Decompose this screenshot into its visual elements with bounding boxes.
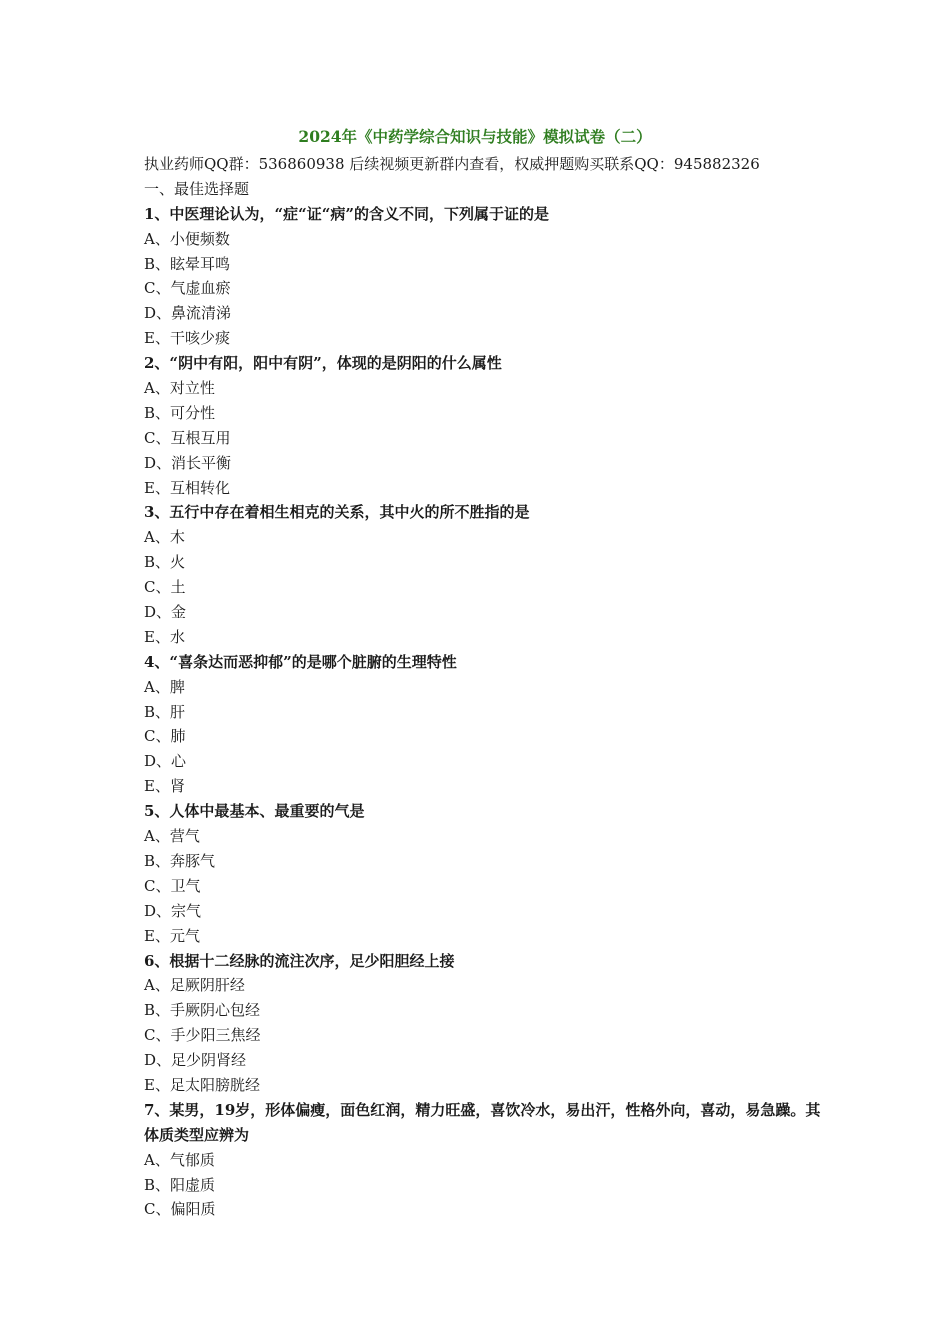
option-c: C、卫气 (144, 876, 201, 895)
question-stem: 2、“阴中有阳，阳中有阴”，体现的是阴阳的什么属性 (144, 354, 502, 373)
option-a: A、脾 (144, 677, 185, 696)
question-1 (144, 202, 824, 351)
question-2 (144, 351, 824, 500)
question-stem: 3、五行中存在着相生相克的关系，其中火的所不胜指的是 (144, 503, 530, 522)
option-a: A、对立性 (144, 379, 215, 398)
question-7 (144, 1098, 824, 1222)
option-a: A、木 (144, 528, 185, 547)
option-d: D、消长平衡 (144, 453, 232, 472)
option-b: B、眩晕耳鸣 (144, 254, 231, 273)
question-stem: 1、中医理论认为，“症“证“病”的含义不同，下列属于证的是 (144, 204, 549, 223)
option-a: A、足厥阴肝经 (144, 976, 245, 995)
option-c: C、气虚血瘀 (144, 279, 231, 298)
question-stem: 4、“喜条达而恶抑郁”的是哪个脏腑的生理特性 (144, 652, 457, 671)
section-heading: 一、最佳选择题 (144, 179, 250, 198)
option-b: B、阳虚质 (144, 1175, 216, 1194)
option-c: C、土 (144, 578, 186, 597)
question-5 (144, 799, 824, 948)
option-e: E、互相转化 (144, 478, 230, 497)
question-4 (144, 650, 824, 799)
option-b: B、奔豚气 (144, 851, 216, 870)
option-c: C、手少阳三焦经 (144, 1026, 261, 1045)
option-c: C、肺 (144, 727, 186, 746)
exam-title: 2024年《中药学综合知识与技能》模拟试卷（二） (298, 127, 652, 146)
option-a: A、气郁质 (144, 1150, 215, 1169)
option-e: E、肾 (144, 777, 185, 796)
option-a: A、小便频数 (144, 229, 230, 248)
question-stem: 7、某男，19岁，形体偏瘦，面色红润，精力旺盛，喜饮冷水，易出汗，性格外向，喜动，易急躁。其体质类型应辨为 (144, 1100, 821, 1144)
question-3 (144, 500, 824, 649)
option-e: E、足太阳膀胱经 (144, 1075, 260, 1094)
question-stem: 5、人体中最基本、最重要的气是 (144, 802, 365, 821)
question-stem: 6、根据十二经脉的流注次序，足少阳胆经上接 (144, 951, 455, 970)
option-b: B、可分性 (144, 403, 216, 422)
option-e: E、元气 (144, 926, 200, 945)
option-e: E、干咳少痰 (144, 329, 230, 348)
question-6 (144, 949, 824, 1098)
option-d: D、鼻流清涕 (144, 304, 232, 323)
option-d: D、心 (144, 752, 187, 771)
option-b: B、火 (144, 553, 186, 572)
option-c: C、偏阳质 (144, 1200, 216, 1219)
option-d: D、宗气 (144, 901, 202, 920)
option-d: D、金 (144, 603, 187, 622)
option-d: D、足少阴肾经 (144, 1051, 247, 1070)
exam-content (144, 152, 824, 1222)
option-a: A、营气 (144, 827, 200, 846)
option-c: C、互根互用 (144, 428, 231, 447)
group-info-line: 执业药师QQ群：536860938 后续视频更新群内查看，权威押题购买联系QQ：945882326 (144, 155, 760, 173)
option-e: E、水 (144, 627, 185, 646)
option-b: B、手厥阴心包经 (144, 1001, 261, 1020)
option-b: B、肝 (144, 702, 186, 721)
